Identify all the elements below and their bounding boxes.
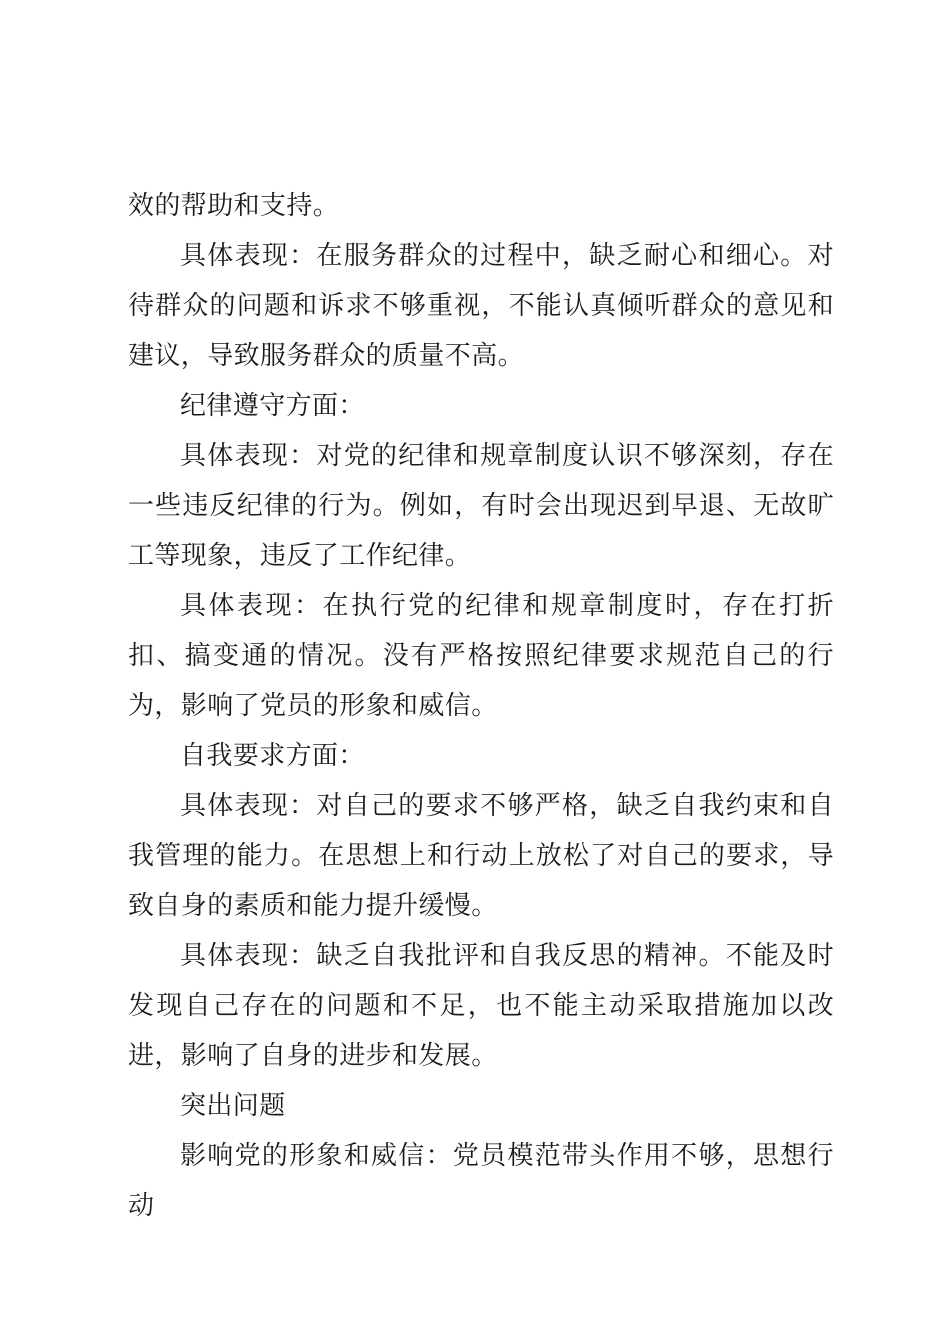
paragraph-7: 具体表现：对自己的要求不够严格，缺乏自我约束和自我管理的能力。在思想上和行动上放松了对自己的要求，导致自身的素质和能力提升缓慢。 bbox=[128, 791, 834, 921]
paragraph-5: 具体表现：在执行党的纪律和规章制度时，存在打折扣、搞变通的情况。没有严格按照纪律要求规范自己的行为，影响了党员的形象和威信。 bbox=[128, 591, 834, 721]
paragraph-4: 具体表现：对党的纪律和规章制度认识不够深刻，存在一些违反纪律的行为。例如，有时会出现迟到早退、无故旷工等现象，违反了工作纪律。 bbox=[128, 441, 834, 571]
paragraph-10: 影响党的形象和威信：党员模范带头作用不够，思想行动 bbox=[128, 1141, 834, 1221]
paragraph-8: 具体表现：缺乏自我批评和自我反思的精神。不能及时发现自己存在的问题和不足，也不能主动采取措施加以改进，影响了自身的进步和发展。 bbox=[128, 941, 834, 1071]
paragraph-2: 具体表现：在服务群众的过程中，缺乏耐心和细心。对待群众的问题和诉求不够重视，不能认真倾听群众的意见和建议，导致服务群众的质量不高。 bbox=[128, 241, 834, 371]
paragraph-1: 效的帮助和支持。 bbox=[128, 191, 340, 221]
section-heading-discipline: 纪律遵守方面： bbox=[180, 391, 365, 421]
section-heading-prominent-issues: 突出问题 bbox=[180, 1091, 286, 1121]
document-body bbox=[128, 181, 834, 1231]
section-heading-self-requirement: 自我要求方面： bbox=[180, 741, 365, 771]
